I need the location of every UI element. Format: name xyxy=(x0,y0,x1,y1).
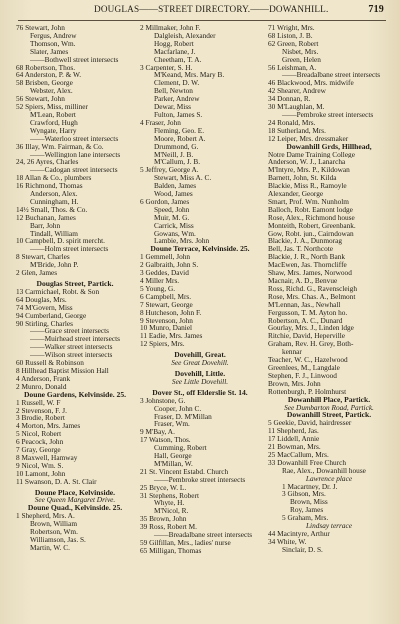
directory-entry: 2 Millmaker, John F. xyxy=(140,24,201,32)
directory-entry: 10 Campbell, D. spirit mercht. xyxy=(16,237,105,246)
directory-entry: 25 Bryce, W. L. xyxy=(140,483,187,492)
directory-entry: 3 Carpenter, S. H. xyxy=(140,63,193,72)
directory-entry: Gourlay, Mrs. J., Linden ldge xyxy=(268,324,354,333)
directory-entry: ——Breadalbane street intersects xyxy=(154,531,253,539)
directory-entry: Gowans, Wm. xyxy=(154,229,196,238)
street-heading: Doune Terrace, Kelvinside. 25. xyxy=(150,245,250,254)
directory-entry: ——Wellington lane intersects xyxy=(30,150,121,159)
directory-entry: 8 Maxwell, Hamway xyxy=(16,453,78,462)
street-heading: Doune Gardens, Kelvinside. 25. xyxy=(23,390,127,399)
directory-entry: Moore, Robert A. xyxy=(154,134,206,143)
directory-entry: Dalgleish, Alexander xyxy=(154,31,216,40)
directory-entry: Blackie, J. A., Dunmorag xyxy=(268,237,342,246)
directory-entry: Clement, D. W. xyxy=(154,79,200,88)
directory-entry: Carrick, Miss xyxy=(154,221,194,230)
directory-entry: 62 Green, Robert xyxy=(268,39,319,48)
directory-entry: 21 St. Vincent Estabd. Church xyxy=(140,467,229,476)
directory-entry: 8 Hillhead Baptist Mission Hall xyxy=(16,366,109,375)
directory-entry: 58 Brisben, George xyxy=(16,79,73,88)
directory-entry: 56 Stewart, John xyxy=(16,95,65,104)
directory-entry: 71 Wright, Mrs. xyxy=(268,24,315,32)
directory-entry: 14½ Small, Thos. & Co. xyxy=(16,205,88,214)
directory-entry: Drummond, G. xyxy=(154,142,199,151)
directory-entry: 1 Shepherd, Mrs. A. xyxy=(16,512,75,521)
directory-entry: Notre Dame Training College xyxy=(268,150,355,159)
directory-entry: Slater, James xyxy=(30,47,69,56)
directory-entry: ——Cadogan street intersects xyxy=(30,166,118,175)
directory-entry: 9 M'Bay, A. xyxy=(140,428,175,437)
directory-entry: 74 M'Govern, Miss xyxy=(16,303,73,312)
directory-entry: Rae, Alex., Dowanhill house xyxy=(282,466,366,475)
directory-entry: 1 Macartney, Dr. J. xyxy=(282,482,338,491)
directory-entry: Robertson, Wm. xyxy=(30,528,78,536)
street-heading: Dowanhill Grds, Hillhead, xyxy=(286,142,372,151)
directory-entry: 56 Leishman, A. xyxy=(268,63,317,72)
directory-entry: 18 Allan & Co., plumbers xyxy=(16,174,92,183)
directory-entry: Fergusson, T. M. Ayton ho. xyxy=(268,308,348,317)
directory-entry: ——Bothwell street intersects xyxy=(30,55,119,64)
directory-entry: Dewar, Miss xyxy=(154,103,191,111)
directory-entry: Alexander, George xyxy=(268,190,324,198)
directory-entry: Cooper, John C. xyxy=(154,404,202,413)
directory-entry: Fergus, Andrew xyxy=(30,31,77,40)
directory-entry: 36 Illay, Wm. Fairman, & Co. xyxy=(16,142,104,151)
directory-entry: Brown, Mrs. John xyxy=(268,379,321,388)
directory-entry: 16 Richmond, Thomas xyxy=(16,182,83,191)
street-heading: Dowanhill Place, Partick. xyxy=(287,395,371,404)
directory-entry: Ross, Richd. G., Ravenscleigh xyxy=(268,284,357,293)
column-middle xyxy=(140,24,260,622)
street-heading: Doune Quad., Kelvinside. 25. xyxy=(27,504,123,513)
directory-entry: 52 Spiers, Miss, milliner xyxy=(16,103,88,111)
directory-entry: M'Nicol, R. xyxy=(154,507,189,516)
see-reference: Lawrence place xyxy=(305,474,353,483)
directory-entry: 24, 26 Ayres, Charles xyxy=(16,158,79,167)
directory-entry: 33 Dowanhill Free Church xyxy=(268,458,347,467)
directory-entry: M'Bride, John P. xyxy=(30,261,79,270)
see-reference: See Dumbarton Road, Partick. xyxy=(284,403,374,412)
directory-entry: Hogg, Robert xyxy=(154,39,194,48)
directory-entry: Wood, James xyxy=(154,190,193,198)
directory-entry: 1 Gemmell, John xyxy=(140,253,191,262)
directory-columns xyxy=(16,24,388,622)
directory-entry: 64 Anderston, P. & W. xyxy=(16,71,82,80)
directory-entry: 17 Liddell, Annie xyxy=(268,435,320,444)
directory-entry: Thomson, Wm. xyxy=(30,39,76,48)
directory-entry: 17 Watson, Thos. xyxy=(140,436,191,445)
directory-entry: 65 Milligan, Thomas xyxy=(140,546,202,555)
directory-entry: Lambie, Mrs. John xyxy=(154,237,210,246)
directory-entry: Cunningham, H. xyxy=(30,197,79,206)
column-left xyxy=(16,24,134,622)
directory-entry: Monteith, Robert, Greenbank. xyxy=(268,221,356,230)
directory-entry: Gow, Robt. jun., Cairndowan xyxy=(268,229,354,238)
directory-entry: Blackie, J. R., North Bank xyxy=(268,253,346,262)
directory-entry: Cheetham, T. A. xyxy=(154,55,202,64)
directory-entry: Fraser, D. M'Millan xyxy=(154,412,212,421)
directory-entry: Green, Helen xyxy=(282,55,321,64)
directory-entry: M'Neill, J. B. xyxy=(154,150,194,159)
directory-entry: Teacher, W. C., Hazelwood xyxy=(268,356,348,364)
directory-entry: 2 Galbraith, John S. xyxy=(140,261,199,270)
directory-entry: 6 Campbell, Mrs. xyxy=(140,292,192,301)
directory-entry: Roy, James xyxy=(290,506,324,515)
street-heading: Doune Place, Kelvinside. xyxy=(34,488,116,497)
directory-entry: Bell, Jas. T. Northcote xyxy=(268,245,333,254)
street-heading: Dovehill, Great. xyxy=(174,351,226,360)
directory-entry: Fulton, James S. xyxy=(154,110,203,119)
directory-entry: ——Muirhead street intersects xyxy=(30,335,120,344)
directory-entry: 18 Sutherland, Mrs. xyxy=(268,126,326,135)
directory-entry: M'Lean, Robert xyxy=(30,110,76,119)
directory-entry: M'Millan, W. xyxy=(154,459,193,468)
directory-entry: 76 Stewart, John xyxy=(16,24,65,32)
directory-entry: ——Pembroke street intersects xyxy=(154,475,246,484)
directory-entry: 4 Fraser, John xyxy=(140,118,181,127)
directory-entry: ——Wilson street intersects xyxy=(30,351,113,360)
directory-entry: 30 M'Laughlan, M. xyxy=(268,103,325,111)
directory-entry: 3 Johnstone, G. xyxy=(140,396,186,405)
directory-entry: 2 Munro, Donald xyxy=(16,382,67,391)
directory-entry: Speed, John xyxy=(154,205,190,214)
directory-entry: 31 Stephens, Robert xyxy=(140,491,199,500)
directory-entry: 59 Gilfillan, Mrs., ladies' nurse xyxy=(140,539,231,547)
directory-entry: M'Keand, Mrs. Mary B. xyxy=(154,71,225,80)
directory-entry: Shaw, Mrs. James, Norwood xyxy=(268,269,352,277)
directory-entry: MacEwen, Jas. Thorncliffe xyxy=(268,261,347,270)
directory-entry: 13 Carmichael, Robt. & Son xyxy=(16,287,100,296)
directory-entry: M'Intyre, Mrs. P., Kildowan xyxy=(268,166,350,175)
street-heading: Douglas Street, Partick. xyxy=(36,280,114,288)
directory-entry: 1 Russell, W. F xyxy=(16,398,61,407)
directory-entry: ——Breadalbane street intersects xyxy=(282,71,381,80)
header-rule xyxy=(18,20,386,21)
directory-entry: Parker, Andrew xyxy=(154,95,200,104)
directory-entry: Smart, Prof. Wm. Nunholm xyxy=(268,197,349,206)
directory-entry: 5 Nicol, Robert xyxy=(16,430,62,439)
directory-entry: 8 Hutcheson, John F. xyxy=(140,308,202,317)
directory-entry: Balden, James xyxy=(154,182,197,191)
directory-entry: Robertson, A. C., Dunard xyxy=(268,316,343,325)
directory-entry: 5 Young, G. xyxy=(140,284,176,293)
see-reference: See Great Dovehill. xyxy=(171,359,229,367)
directory-entry: Greenlees, M., Langdale xyxy=(268,363,340,372)
directory-entry: 3 Gibson, Mrs. xyxy=(282,490,326,499)
directory-entry: Blackie, Miss R., Ramoyle xyxy=(268,182,347,191)
directory-entry: 39 Ross, Robert M. xyxy=(140,523,197,532)
directory-entry: Martin, W. C. xyxy=(30,543,70,552)
directory-entry: 6 Peacock, John xyxy=(16,438,64,447)
directory-entry: Cumming, Robert xyxy=(154,444,207,453)
directory-entry: 68 Robertson, Thos. xyxy=(16,63,76,72)
see-reference: Lindsay terrace xyxy=(305,522,352,530)
directory-entry: 35 Brown, John xyxy=(140,515,187,524)
directory-entry: Muir, M. G. xyxy=(154,213,190,222)
directory-entry: Tindall, William xyxy=(30,229,78,238)
directory-entry: Whyte, H. xyxy=(154,499,185,508)
directory-entry: ——Holm street intersects xyxy=(30,245,109,254)
directory-entry: Nisbet, Mrs. xyxy=(282,47,319,56)
directory-entry: 4 Anderson, Frank xyxy=(16,374,71,383)
directory-entry: 5 Graham, Mrs. xyxy=(282,514,329,523)
directory-entry: 5 Geekie, David, hairdresser xyxy=(268,419,352,428)
directory-entry: Webster, Alex. xyxy=(30,87,73,96)
directory-entry: Balloch, Robt. Eamont lodge xyxy=(268,205,353,214)
directory-entry: 24 Ronald, Mrs. xyxy=(268,118,316,127)
street-heading: Dovehill, Little. xyxy=(174,369,226,378)
directory-entry: 7 Stewart, George xyxy=(140,300,193,309)
directory-entry: Stephen, F. J., Linwood xyxy=(268,371,337,380)
directory-entry: Hall, George xyxy=(154,452,192,460)
directory-entry: Crawford, Hugh xyxy=(30,118,78,127)
street-heading: Dover St., off Elderslie St. 14. xyxy=(152,388,248,397)
directory-entry: 4 Miller Mrs. xyxy=(140,277,180,285)
directory-entry: 46 Blackwood, Mrs. midwife xyxy=(268,79,354,88)
directory-entry: 44 Macintyre, Arthur xyxy=(268,530,330,538)
directory-entry: Rose, Mrs. Chas. A., Belmont xyxy=(268,292,356,301)
directory-entry: Macnair, A. D., Benvue xyxy=(268,277,338,285)
directory-entry: Brown, Miss xyxy=(290,498,328,507)
directory-entry: 11 Eadie, Mrs. James xyxy=(140,332,203,341)
running-title: DOUGLAS——STREET DIRECTORY.——DOWANHILL. xyxy=(94,4,329,14)
directory-entry: Rose, Alex., Richmond house xyxy=(268,213,355,222)
directory-entry: Sinclair, D. S. xyxy=(282,545,323,554)
directory-entry: M'Callum, J. B. xyxy=(154,158,201,167)
directory-entry: Barnett, John, St. Kilda xyxy=(268,174,337,183)
directory-entry: Anderson, W. J., Lanarcha xyxy=(268,158,346,167)
directory-entry: 90 Stirling, Charles xyxy=(16,319,73,328)
directory-entry: ——Waterloo street intersects xyxy=(30,134,119,143)
directory-entry: Barr, John xyxy=(30,221,61,230)
directory-entry: 94 Cumberland, George xyxy=(16,311,87,320)
directory-entry: Fleming, Geo. E. xyxy=(154,126,205,135)
directory-entry: Graham, Rev. H. Grey, Both- xyxy=(268,340,354,349)
directory-entry: 2 Stevenson, F. J. xyxy=(16,406,67,415)
directory-entry: 25 MacCallum, Mrs. xyxy=(268,450,329,459)
column-right xyxy=(268,24,390,622)
directory-entry: 11 Shepherd, Jas. xyxy=(268,427,319,436)
directory-entry: 3 Brodie, Robert xyxy=(16,414,65,423)
directory-entry: Anderson, Alex. xyxy=(30,190,78,198)
directory-entry: 10 Lamont, John xyxy=(16,469,66,478)
directory-entry: Fraser, Wm. xyxy=(154,420,190,429)
directory-entry: Bell, Newton xyxy=(154,87,193,96)
directory-entry: Williamson, Jas. S. xyxy=(30,536,86,544)
directory-entry: 68 Liston, J. B. xyxy=(268,31,313,40)
directory-entry: kennar xyxy=(282,348,302,357)
directory-entry: 60 Russell & Robinson xyxy=(16,359,84,367)
directory-entry: Macfarlane, J. xyxy=(154,47,196,56)
directory-entry: 9 Nicol, Wm. S. xyxy=(16,461,64,470)
directory-entry: 12 Spiers, Mrs. xyxy=(140,340,185,349)
directory-entry: 4 Morton, Mrs. James xyxy=(16,422,81,431)
directory-entry: 5 Jeffrey, George A. xyxy=(140,166,199,175)
directory-entry: Stewart, Miss A. C. xyxy=(154,174,212,183)
directory-entry: ——Pembroke street intersects xyxy=(282,110,374,119)
directory-entry: M'Lennan, Jas., Newhall xyxy=(268,300,341,309)
directory-entry: ——Grace street intersects xyxy=(30,327,110,336)
directory-entry: 12 Leiper, Mrs. dressmaker xyxy=(268,134,349,143)
page-number: 719 xyxy=(368,4,384,15)
directory-entry: 3 Geddes, David xyxy=(140,269,189,277)
directory-entry: 21 Bowman, Mrs. xyxy=(268,443,321,451)
see-reference: See Little Dovehill. xyxy=(171,377,229,386)
directory-entry: 10 Munro, Daniel xyxy=(140,324,193,333)
directory-entry: 9 Stevenson, John xyxy=(140,316,193,325)
directory-entry: Brown, William xyxy=(30,520,77,529)
directory-entry: 6 Gordon, James xyxy=(140,197,190,206)
directory-entry: ——Walker street intersects xyxy=(30,343,113,352)
directory-entry: 12 Buchanan, James xyxy=(16,213,76,222)
directory-entry: 7 Gray, George xyxy=(16,446,61,454)
directory-entry: 34 White, W. xyxy=(268,537,307,546)
directory-entry: 2 Glen, James xyxy=(16,269,58,277)
directory-entry: Ritchie, David, Heperville xyxy=(268,332,345,341)
running-header xyxy=(0,4,400,18)
see-reference: See Queen Margaret Drive. xyxy=(34,496,116,505)
directory-entry: 11 Swanson, D. A. St. Clair xyxy=(16,477,97,486)
directory-entry: 64 Douglas, Mrs. xyxy=(16,295,67,304)
street-heading: Dowanhill Street, Partick. xyxy=(286,411,372,420)
directory-entry: Rottenburgh, P. Holmhurst xyxy=(268,387,347,396)
directory-entry: Wyngate, Harry xyxy=(30,126,77,135)
directory-entry: 42 Shearer, Andrew xyxy=(268,87,326,96)
directory-entry: 8 Stewart, Charles xyxy=(16,253,70,262)
directory-entry: 34 Donnan, R. xyxy=(268,95,311,104)
